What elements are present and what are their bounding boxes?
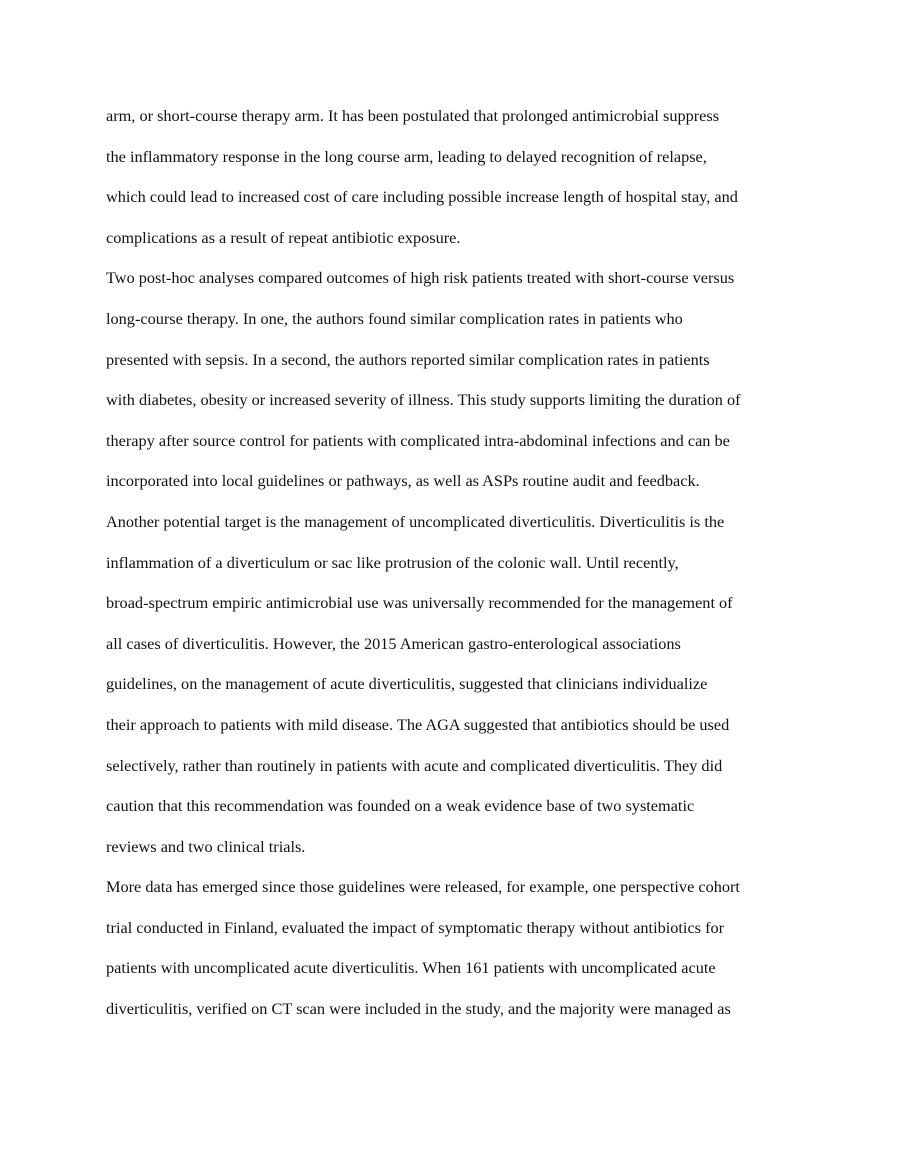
text-line: More data has emerged since those guidelines were released, for example, one perspective cohort: [106, 877, 740, 897]
text-line: complications as a result of repeat antibiotic exposure.: [106, 227, 461, 247]
body-text: [106, 101, 806, 1035]
text-line: their approach to patients with mild disease. The AGA suggested that antibiotics should be used: [106, 714, 730, 734]
text-line: Another potential target is the management of uncomplicated diverticulitis. Diverticulitis is the: [106, 511, 725, 531]
text-line: broad-spectrum empiric antimicrobial use was universally recommended for the management of: [106, 593, 733, 613]
text-line: diverticulitis, verified on CT scan were included in the study, and the majority were managed as: [106, 999, 731, 1019]
text-line: guidelines, on the management of acute diverticulitis, suggested that clinicians individualize: [106, 674, 708, 694]
text-line: Two post-hoc analyses compared outcomes of high risk patients treated with short-course versus: [106, 268, 735, 288]
text-line: long-course therapy. In one, the authors found similar complication rates in patients who: [106, 308, 683, 328]
text-line: with diabetes, obesity or increased severity of illness. This study supports limiting the duration of: [106, 390, 741, 410]
text-line: trial conducted in Finland, evaluated the impact of symptomatic therapy without antibiotics for: [106, 917, 725, 937]
text-line: selectively, rather than routinely in patients with acute and complicated diverticulitis. They did: [106, 755, 723, 775]
text-line: reviews and two clinical trials.: [106, 836, 306, 856]
text-line: arm, or short-course therapy arm. It has been postulated that prolonged antimicrobial suppress: [106, 106, 720, 125]
text-line: all cases of diverticulitis. However, the 2015 American gastro-enterological associations: [106, 633, 681, 653]
text-line: which could lead to increased cost of care including possible increase length of hospital stay, and: [106, 187, 738, 207]
text-line: patients with uncomplicated acute diverticulitis. When 161 patients with uncomplicated acute: [106, 958, 716, 978]
text-line: presented with sepsis. In a second, the authors reported similar complication rates in patients: [106, 349, 710, 369]
text-line: inflammation of a diverticulum or sac like protrusion of the colonic wall. Until recently,: [106, 552, 679, 572]
text-line: caution that this recommendation was founded on a weak evidence base of two systematic: [106, 796, 695, 816]
text-line: therapy after source control for patients with complicated intra-abdominal infections and can be: [106, 430, 730, 450]
text-line: the inflammatory response in the long course arm, leading to delayed recognition of relapse,: [106, 146, 707, 166]
text-line: incorporated into local guidelines or pathways, as well as ASPs routine audit and feedback.: [106, 471, 700, 491]
